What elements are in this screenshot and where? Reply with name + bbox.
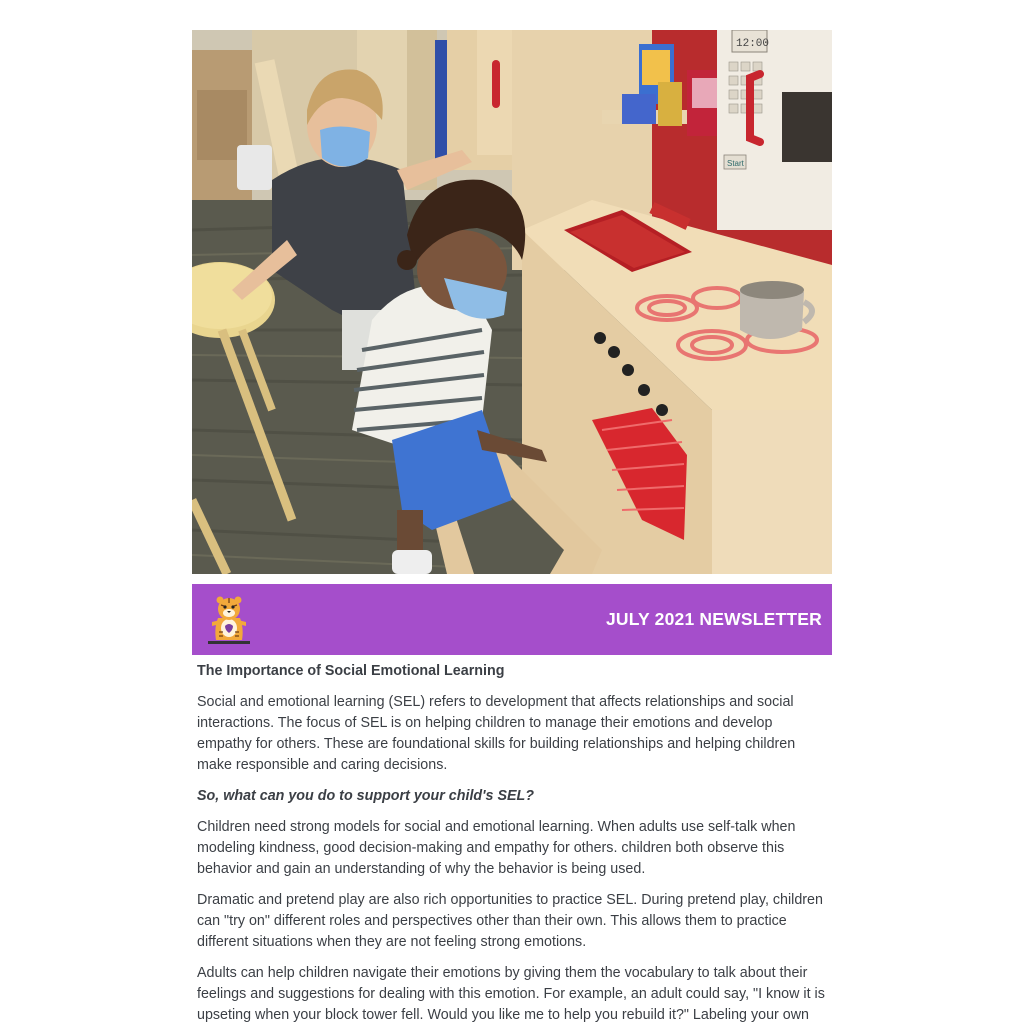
newsletter-banner xyxy=(192,584,832,655)
article-heading: The Importance of Social Emotional Learning xyxy=(197,663,505,679)
toy-start-text: Start xyxy=(727,159,744,168)
article-paragraph: Social and emotional learning (SEL) refers to development that affects relationships and social interactions. The focus of SEL is on helping children to manage their emotions and develop empathy for others. These are foundational skills for building relationships and helping children make responsible and caring decisions. xyxy=(197,694,796,773)
newsletter-container xyxy=(192,30,832,1036)
article-paragraph: Dramatic and pretend play are also rich opportunities to practice SEL. During pretend play, children can "try on" different roles and perspectives other than their own. This allows them to practice different situations when they are not feeling strong emotions. xyxy=(197,892,823,950)
article-subheading: So, what can you do to support your child's SEL? xyxy=(197,788,535,804)
toy-clock-text: 12:00 xyxy=(736,38,770,50)
hero-photo xyxy=(192,30,832,574)
article-paragraph: Adults can help children navigate their emotions by giving them the vocabulary to talk about their feelings and suggestions for dealing with this emotion. For example, an adult could say, "I know it is upseting when your block tower fell. Would you like me to help you rebuild it?" Labeling your own xyxy=(197,965,825,1023)
article-paragraph: Children need strong models for social and emotional learning. When adults use self-talk when modeling kindness, good decision-making and empathy for others. children both observe this behavior and gain an understanding of why the behavior is being used. xyxy=(197,819,796,877)
newsletter-title: JULY 2021 NEWSLETTER xyxy=(605,609,822,629)
hero-photo-illustration xyxy=(192,30,832,574)
tiger-mascot-icon xyxy=(204,594,254,646)
article xyxy=(192,655,832,1026)
